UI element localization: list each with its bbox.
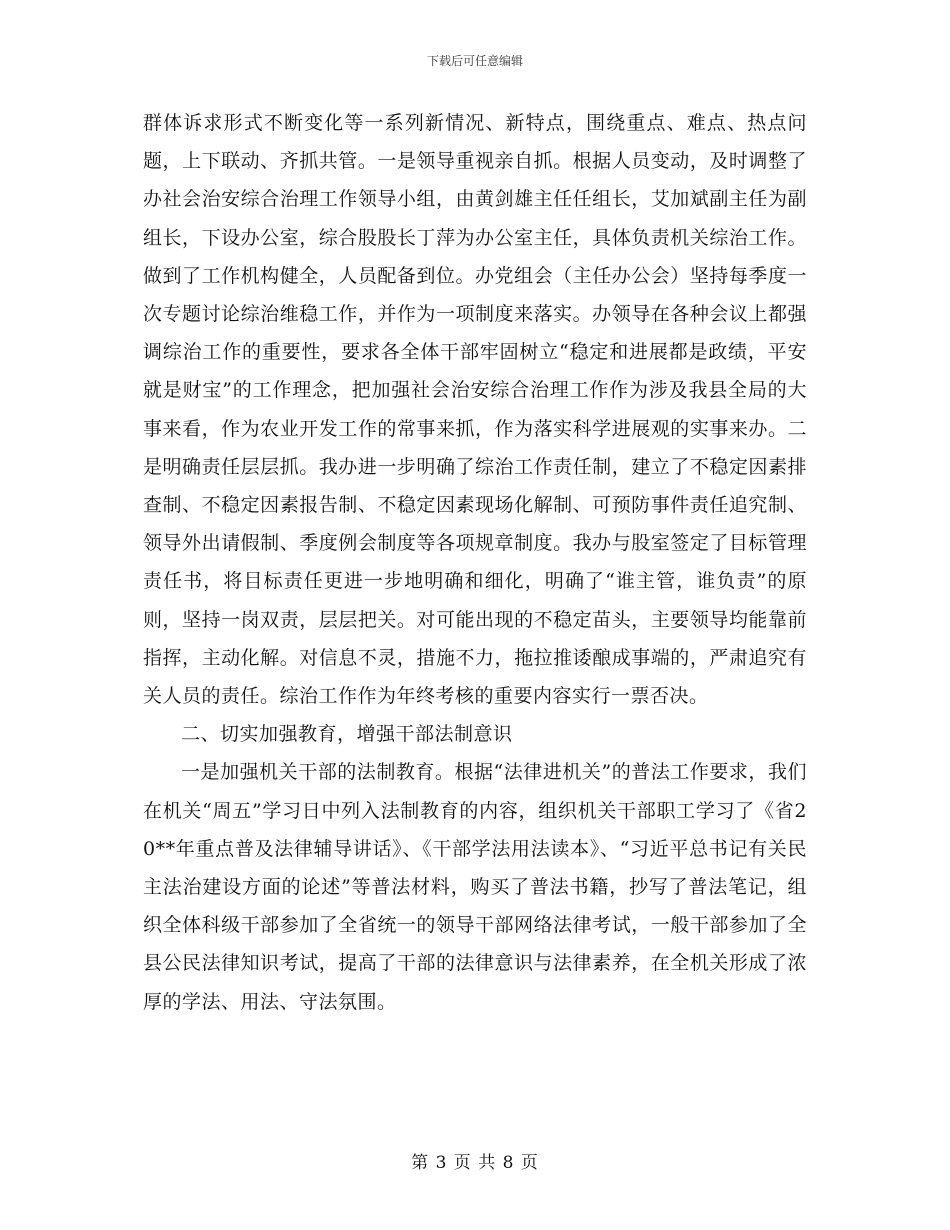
page-header: 下载后可任意编辑: [426, 54, 523, 68]
body-paragraph-1: 群体诉求形式不断变化等一系列新情况、新特点，围绕重点、难点、热点问题，上下联动、齐抓共管。一是领导重视亲自抓。根据人员变动，及时调整了办社会治安综合治理工作领导小组，由黄剑雄主任任组长，艾加斌副主任为副组长，下设办公室，综合股股长丁萍为办公室主任，具体负责机关综治工作。做到了工作机构健全，人员配备到位。办党组会（主任办公会）坚持每季度一次专题讨论综治维稳工作，并作为一项制度来落实。办领导在各种会议上都强调综治工作的重要性，要求各全体干部牢固树立“稳定和进展都是政绩，平安就是财宝”的工作理念，把加强社会治安综合治理工作作为涉及我县全局的大事来看，作为农业开发工作的常事来抓，作为落实科学进展观的实事来办。二是明确责任层层抓。我办进一步明确了综治工作责任制，建立了不稳定因素排查制、不稳定因素报告制、不稳定因素现场化解制、可预防事件责任追究制、领导外出请假制、季度例会制度等各项规章制度。我办与股室签定了目标管理责任书，将目标责任更进一步地明确和细化，明确了“谁主管，谁负责”的原则，坚持一岗双责，层层把关。对可能出现的不稳定苗头，主要领导均能靠前指挥，主动化解。对信息不灵，措施不力，拖拉推诿酿成事端的，严肃追究有关人员的责任。综治工作作为年终考核的重要内容实行一票否决。: [143, 112, 807, 708]
document-body: [143, 104, 807, 1021]
body-paragraph-2: 一是加强机关干部的法制教育。根据“法律进机关”的普法工作要求，我们在机关“周五”学习日中列入法制教育的内容，组织机关干部职工学习了《省20**年重点普及法律辅导讲话》、《干部学法用法读本》、“习近平总书记有关民主法治建设方面的论述”等普法材料，购买了普法书籍，抄写了普法笔记，组织全体科级干部参加了全省统一的领导干部网络法律考试，一般干部参加了全县公民法律知识考试，提高了干部的法律意识与法律素养，在全机关形成了浓厚的学法、用法、守法氛围。: [143, 761, 807, 1013]
page-footer: 第 3 页 共 8 页: [411, 1153, 539, 1173]
section-heading-2: 二、切实加强教育，增强干部法制意识: [181, 723, 513, 746]
